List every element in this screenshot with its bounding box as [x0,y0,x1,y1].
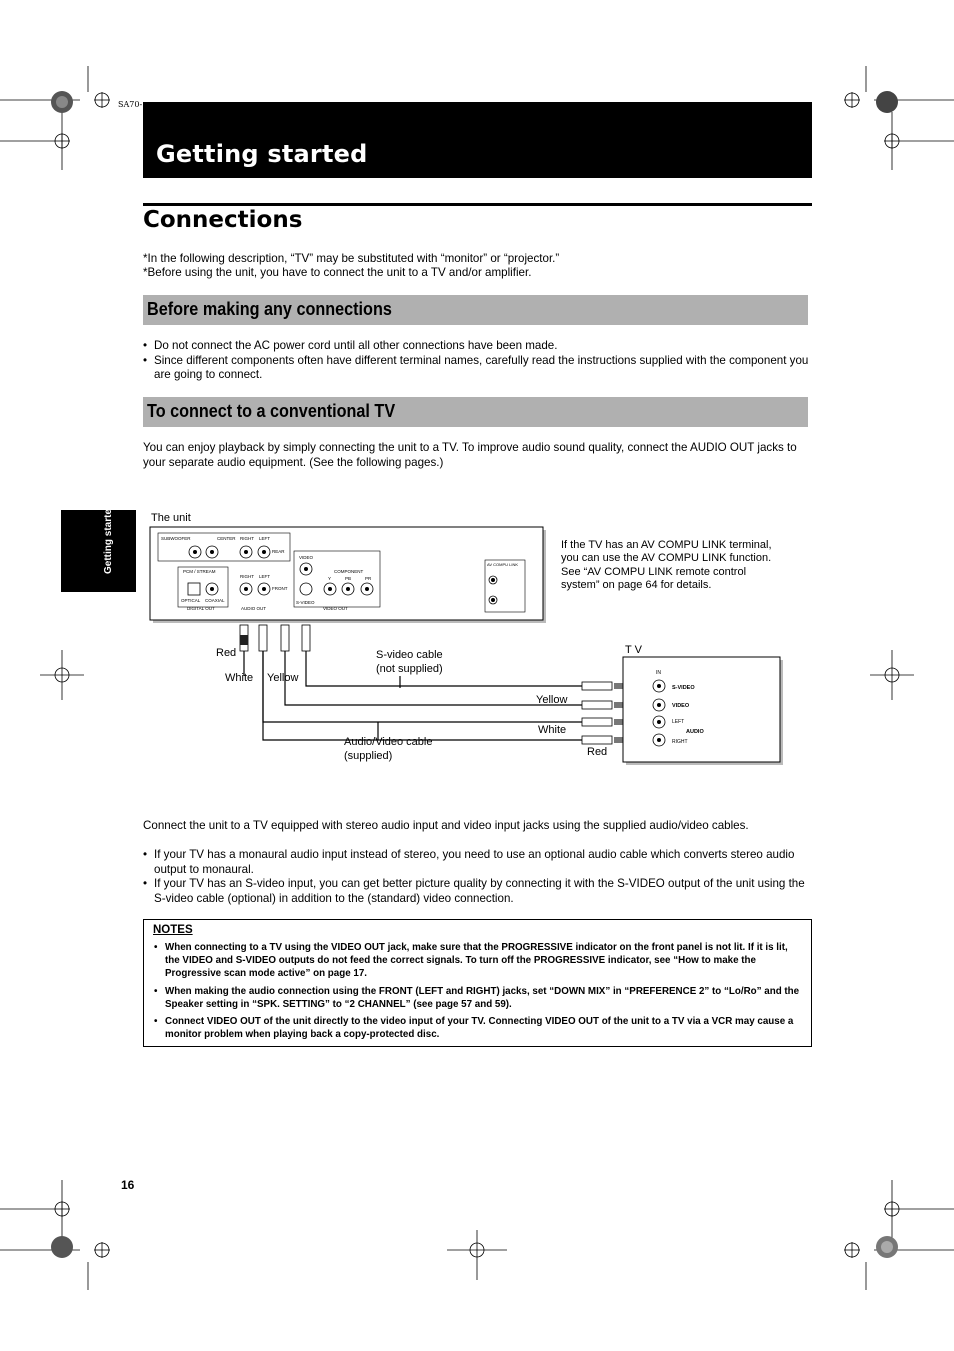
svg-text:AV COMPU LINK: AV COMPU LINK [487,562,519,567]
chapter-banner [143,102,812,178]
note-item: • When connecting to a TV using the VIDEO OUT jack, make sure that the PROGRESSIVE indicator on the front panel is not lit. If it is lit, the VIDEO and S-VIDEO outputs do not feed the correct signals. To turn off the PROGRESSIVE indicator, see “How to make the Progressive scan mode active” on page 17. [154,941,802,981]
svg-text:White: White [225,672,254,684]
svg-text:FRONT: FRONT [272,586,288,591]
intro-note-2: *Before using the unit, you have to connect the unit to a TV and/or amplifier. [143,266,532,279]
list-item: • If your TV has a monaural audio input instead of stereo, you need to use an optional audio cable which converts stereo audio output to monaural. [143,848,811,877]
svg-text:RIGHT: RIGHT [240,574,254,579]
svg-text:COAXIAL: COAXIAL [205,598,225,603]
svg-text:S-video cable: S-video cable [376,649,443,661]
list-item: • If your TV has an S-video input, you can get better picture quality by connecting it with the S-VIDEO output of the unit using the S-video cable (optional) in addition to the (standard) video connection. [143,877,811,906]
svg-text:LEFT: LEFT [259,574,271,579]
svg-text:Yellow: Yellow [267,672,299,684]
svg-text:REAR: REAR [272,549,285,554]
svg-text:you can use the AV COMPU LINK: you can use the AV COMPU LINK function. [561,552,772,564]
svg-text:VIDEO: VIDEO [299,555,314,560]
notes-box [143,919,812,1047]
svg-text:White: White [538,724,567,736]
list-item: • Since different components often have different terminal names, carefully read the instructions supplied with the component you are going to connect. [143,354,811,383]
tv-input-panel [623,657,780,762]
section-header-conventional-tv [143,397,808,427]
heading-rule [143,203,812,206]
section1-bullets [143,339,811,383]
list-item: • Do not connect the AC power cord until all other connections have been made. [143,339,811,354]
notes-title: NOTES [153,924,193,936]
page-number: 16 [121,1178,135,1192]
svg-text:Audio/Video cable: Audio/Video cable [344,736,433,748]
svg-text:PB: PB [345,576,352,581]
svg-text:Y: Y [328,576,332,581]
page-code: SA70- [118,100,143,109]
svg-text:Red: Red [216,647,237,659]
svg-text:LEFT: LEFT [672,719,685,725]
svg-text:PCM / STREAM: PCM / STREAM [183,569,216,574]
svg-text:S-VIDEO: S-VIDEO [672,685,695,691]
note-item: • When making the audio connection using the FRONT (LEFT and RIGHT) jacks, set “DOWN MIX” in “PREFERENCE 2” to “Lo/Ro” and the Speaker setting in “SPK. SETTING” to “2 CHANNEL” (see page 57 and 59). [154,985,802,1011]
section2-intro: You can enjoy playback by simply connecting the unit to a TV. To improve audio sound quality, connect the AUDIO OUT jacks to your separate audio equipment. (See the following pages.) [143,441,797,469]
page-heading: Connections [143,207,303,233]
svg-text:T V: T V [625,644,642,656]
svg-text:S-VIDEO: S-VIDEO [296,600,315,605]
svg-text:PR: PR [365,576,372,581]
svg-text:If the TV has an AV COMPU LINK: If the TV has an AV COMPU LINK terminal, [561,539,772,551]
svg-text:VIDEO OUT: VIDEO OUT [323,606,348,611]
section-header-before-connections [143,295,808,325]
chapter-title: Getting started [156,140,368,168]
svg-text:CENTER: CENTER [217,536,236,541]
connect-bullets [143,848,811,907]
svg-text:VIDEO: VIDEO [672,703,690,709]
connection-diagram [0,500,954,780]
svg-text:AUDIO: AUDIO [686,729,704,735]
svg-text:LEFT: LEFT [259,536,271,541]
intro-note-1: *In the following description, “TV” may be substituted with “monitor” or “projector.” [143,252,560,265]
side-tab-label: Getting started [103,502,114,574]
svg-text:AUDIO OUT: AUDIO OUT [241,606,267,611]
svg-text:Red: Red [587,746,608,758]
svg-text:SUBWOOFER: SUBWOOFER [161,536,191,541]
svg-text:DIGITAL OUT: DIGITAL OUT [187,606,215,611]
connect-text: Connect the unit to a TV equipped with stereo audio input and video input jacks using the supplied audio/video cables. [143,819,749,832]
section-title: Before making any connections [147,299,392,319]
svg-text:system” on page 64 for details: system” on page 64 for details. [561,579,712,591]
svg-text:RIGHT: RIGHT [672,739,688,745]
svg-text:Yellow: Yellow [536,694,568,706]
note-item: • Connect VIDEO OUT of the unit directly to the video input of your TV. Connecting VIDEO OUT of the unit to a TV via a VCR may cause a monitor problem when playing back a copy-protected disc. [154,1015,802,1041]
svg-text:(not supplied): (not supplied) [376,663,443,675]
unit-label: The unit [151,512,191,524]
svg-text:OPTICAL: OPTICAL [181,598,201,603]
svg-text:See “AV COMPU LINK remote cont: See “AV COMPU LINK remote control [561,566,747,578]
section-title: To connect to a conventional TV [147,401,396,421]
svg-text:(supplied): (supplied) [344,750,393,762]
svg-text:RIGHT: RIGHT [240,536,254,541]
svg-text:COMPONENT: COMPONENT [334,569,364,574]
svg-text:IN: IN [656,670,661,676]
